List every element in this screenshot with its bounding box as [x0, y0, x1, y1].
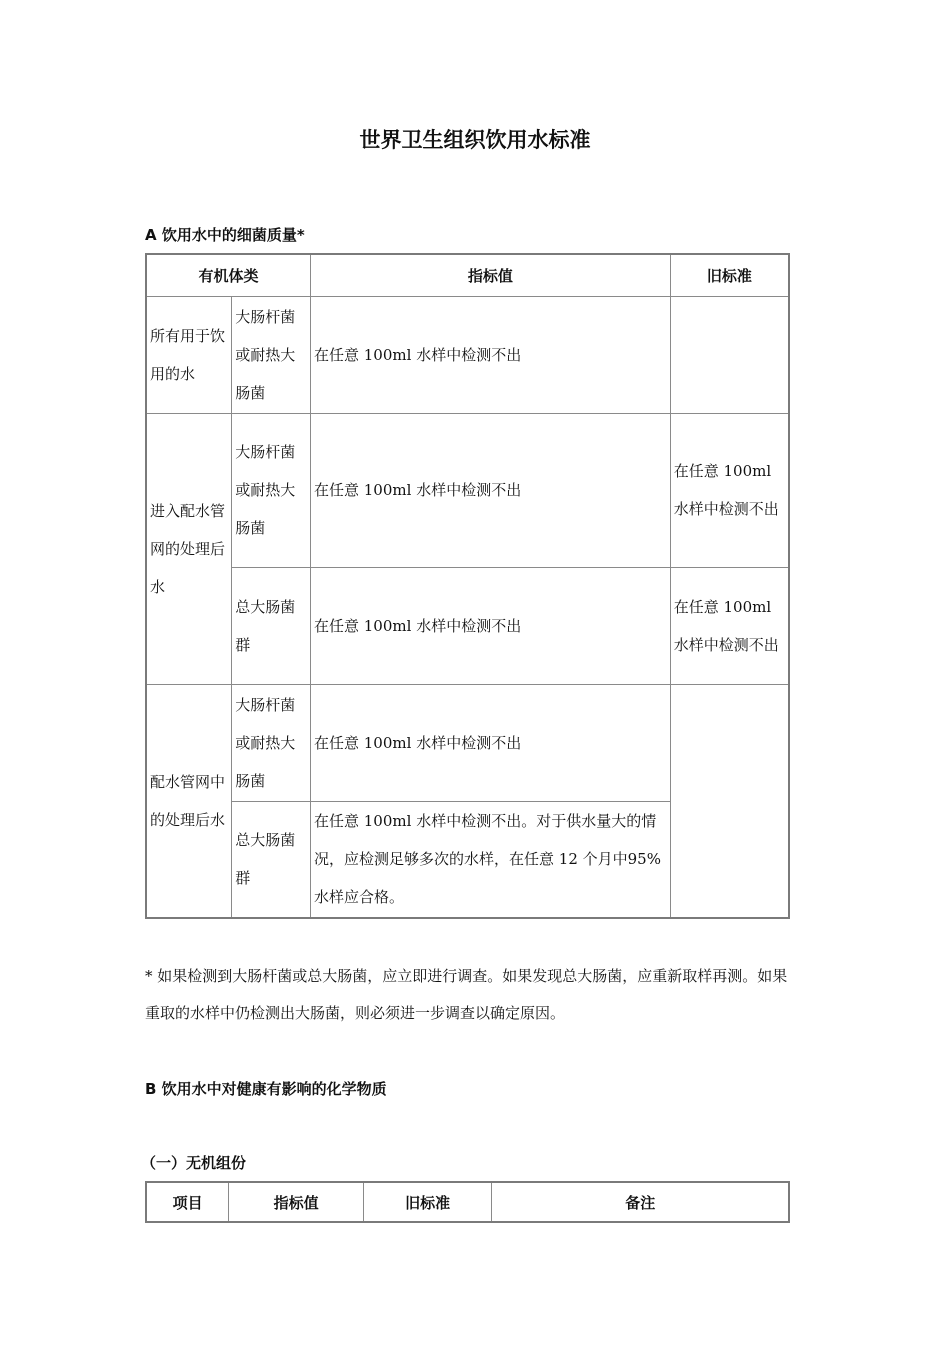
header-organism: 有机体类	[146, 254, 311, 296]
category-cell: 进入配水管网的处理后水	[146, 413, 232, 684]
value-cell: 在任意 100ml 水样中检测不出	[311, 413, 671, 567]
page-title: 世界卫生组织饮用水标准	[359, 128, 591, 152]
category-cell: 所有用于饮用的水	[146, 296, 232, 413]
inorganic-table	[145, 1181, 790, 1223]
organism-cell: 总大肠菌群	[232, 567, 311, 684]
table-row	[146, 684, 789, 801]
section-b-heading: B 饮用水中对健康有影响的化学物质	[145, 1080, 387, 1098]
old-cell	[670, 684, 789, 918]
organism-cell: 大肠杆菌或耐热大肠菌	[232, 413, 311, 567]
value-cell: 在任意 100ml 水样中检测不出	[311, 296, 671, 413]
section-a-heading: A 饮用水中的细菌质量*	[145, 226, 305, 244]
value-cell: 在任意 100ml 水样中检测不出	[311, 567, 671, 684]
header-remarks: 备注	[492, 1182, 789, 1222]
table-row	[146, 413, 789, 567]
bacteria-table	[145, 253, 790, 919]
header-item: 项目	[146, 1182, 229, 1222]
header-old: 旧标准	[670, 254, 789, 296]
organism-cell: 大肠杆菌或耐热大肠菌	[232, 684, 311, 801]
footnote: * 如果检测到大肠杆菌或总大肠菌，应立即进行调查。如果发现总大肠菌，应重新取样再测。如果重取的水样中仍检测出大肠菌，则必须进一步调查以确定原因。	[145, 967, 788, 1022]
organism-cell: 大肠杆菌或耐热大肠菌	[232, 296, 311, 413]
table-row	[146, 567, 789, 684]
table-header-row	[146, 1182, 789, 1222]
old-cell	[670, 296, 789, 413]
subsection-heading: （一）无机组份	[141, 1154, 247, 1172]
header-old: 旧标准	[363, 1182, 492, 1222]
category-cell: 配水管网中的处理后水	[146, 684, 232, 918]
header-value: 指标值	[229, 1182, 364, 1222]
organism-cell: 总大肠菌群	[232, 801, 311, 918]
header-value: 指标值	[311, 254, 671, 296]
table-row	[146, 296, 789, 413]
value-cell: 在任意 100ml 水样中检测不出。对于供水量大的情况，应检测足够多次的水样，在任意 12 个月中95%水样应合格。	[311, 801, 671, 918]
table-header-row	[146, 254, 789, 296]
value-cell: 在任意 100ml 水样中检测不出	[311, 684, 671, 801]
old-cell: 在任意 100ml 水样中检测不出	[670, 413, 789, 567]
old-cell: 在任意 100ml 水样中检测不出	[670, 567, 789, 684]
